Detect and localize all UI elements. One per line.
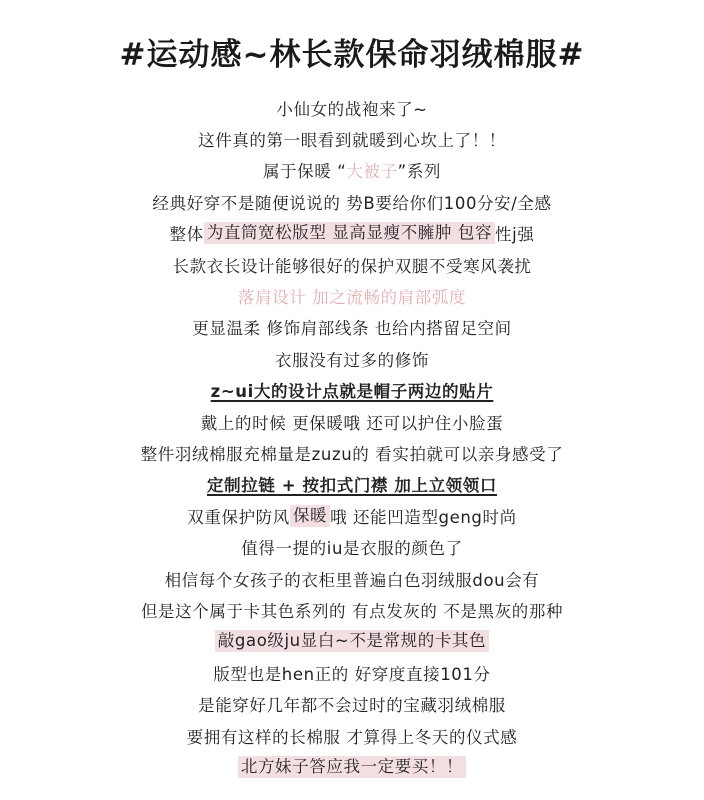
text-line-10 [0,375,704,406]
line-text: 经典好穿不是随便说说的 势B要给你们100分安/全感 [152,193,552,213]
text-line-16 [0,563,704,594]
line-text: 双重保护防风 [187,507,290,527]
line-text: 相信每个女孩子的衣柜里普遍白色羽绒服dou会有 [164,570,540,590]
article-body [0,92,704,783]
text-line-12 [0,437,704,468]
line-text: 哦 还能凹造型geng时尚 [330,507,517,527]
line-text: 版型也是hen正的 好穿度直接101分 [213,664,491,684]
text-line-22 [0,751,704,782]
text-line-9 [0,343,704,374]
text-line-1 [0,92,704,123]
text-line-5 [0,218,704,249]
line-text: ”系列 [397,162,442,182]
line-text: 小仙女的战袍来了~ [276,99,428,119]
line-text: 要拥有这样的长棉服 才算得上冬天的仪式感 [186,727,518,747]
line-text: 戴上的时候 更保暖哦 还可以护住小脸蛋 [200,413,504,433]
text-line-4 [0,186,704,217]
line-text: 但是这个属于卡其色系列的 有点发灰的 不是黑灰的那种 [140,601,564,621]
line-text: 这件真的第一眼看到就暖到心坎上了！！ [198,131,506,151]
text-line-13 [0,469,704,500]
text-line-2 [0,123,704,154]
line-text: 长款衣长设计能够很好的保护双腿不受寒风袭扰 [172,256,532,276]
highlighted-text: 敲gao级ju显白~不是常规的卡其色 [215,630,489,652]
text-line-20 [0,688,704,719]
text-line-18 [0,626,704,657]
text-line-14 [0,500,704,531]
bold-underlined-text: z~ui大的设计点就是帽子两边的贴片 [210,382,494,402]
highlighted-text: 为直筒宽松版型 显高显瘦不臃肿 包容 [204,222,495,244]
line-text: 整体 [169,225,204,245]
highlighted-text: 北方妹子答应我一定要买！！ [238,756,466,778]
line-text: 属于保暖 “ [262,162,347,182]
text-line-15 [0,531,704,562]
line-text: 是能穿好几年都不会过时的宝藏羽绒棉服 [198,696,506,716]
text-line-7 [0,280,704,311]
highlighted-text: 保暖 [290,505,330,527]
text-line-17 [0,594,704,625]
text-line-11 [0,406,704,437]
line-text: 性j强 [495,225,535,245]
bold-underlined-text: 定制拉链 + 按扣式门襟 加上立领领口 [207,476,497,496]
text-line-21 [0,720,704,751]
line-text: 更显温柔 修饰肩部线条 也给内搭留足空间 [192,319,512,339]
text-line-8 [0,312,704,343]
pink-text: 落肩设计 加之流畅的肩部弧度 [237,288,467,308]
text-line-3 [0,155,704,186]
line-text: 衣服没有过多的修饰 [275,350,429,370]
article-title: #运动感~林长款保命羽绒棉服# [119,37,585,73]
text-line-6 [0,249,704,280]
pink-text: 大被子 [346,162,398,182]
line-text: 整件羽绒棉服充棉量是zuzu的 看实拍就可以亲身感受了 [140,444,564,464]
line-text: 值得一提的iu是衣服的颜色了 [241,539,463,559]
text-line-19 [0,657,704,688]
